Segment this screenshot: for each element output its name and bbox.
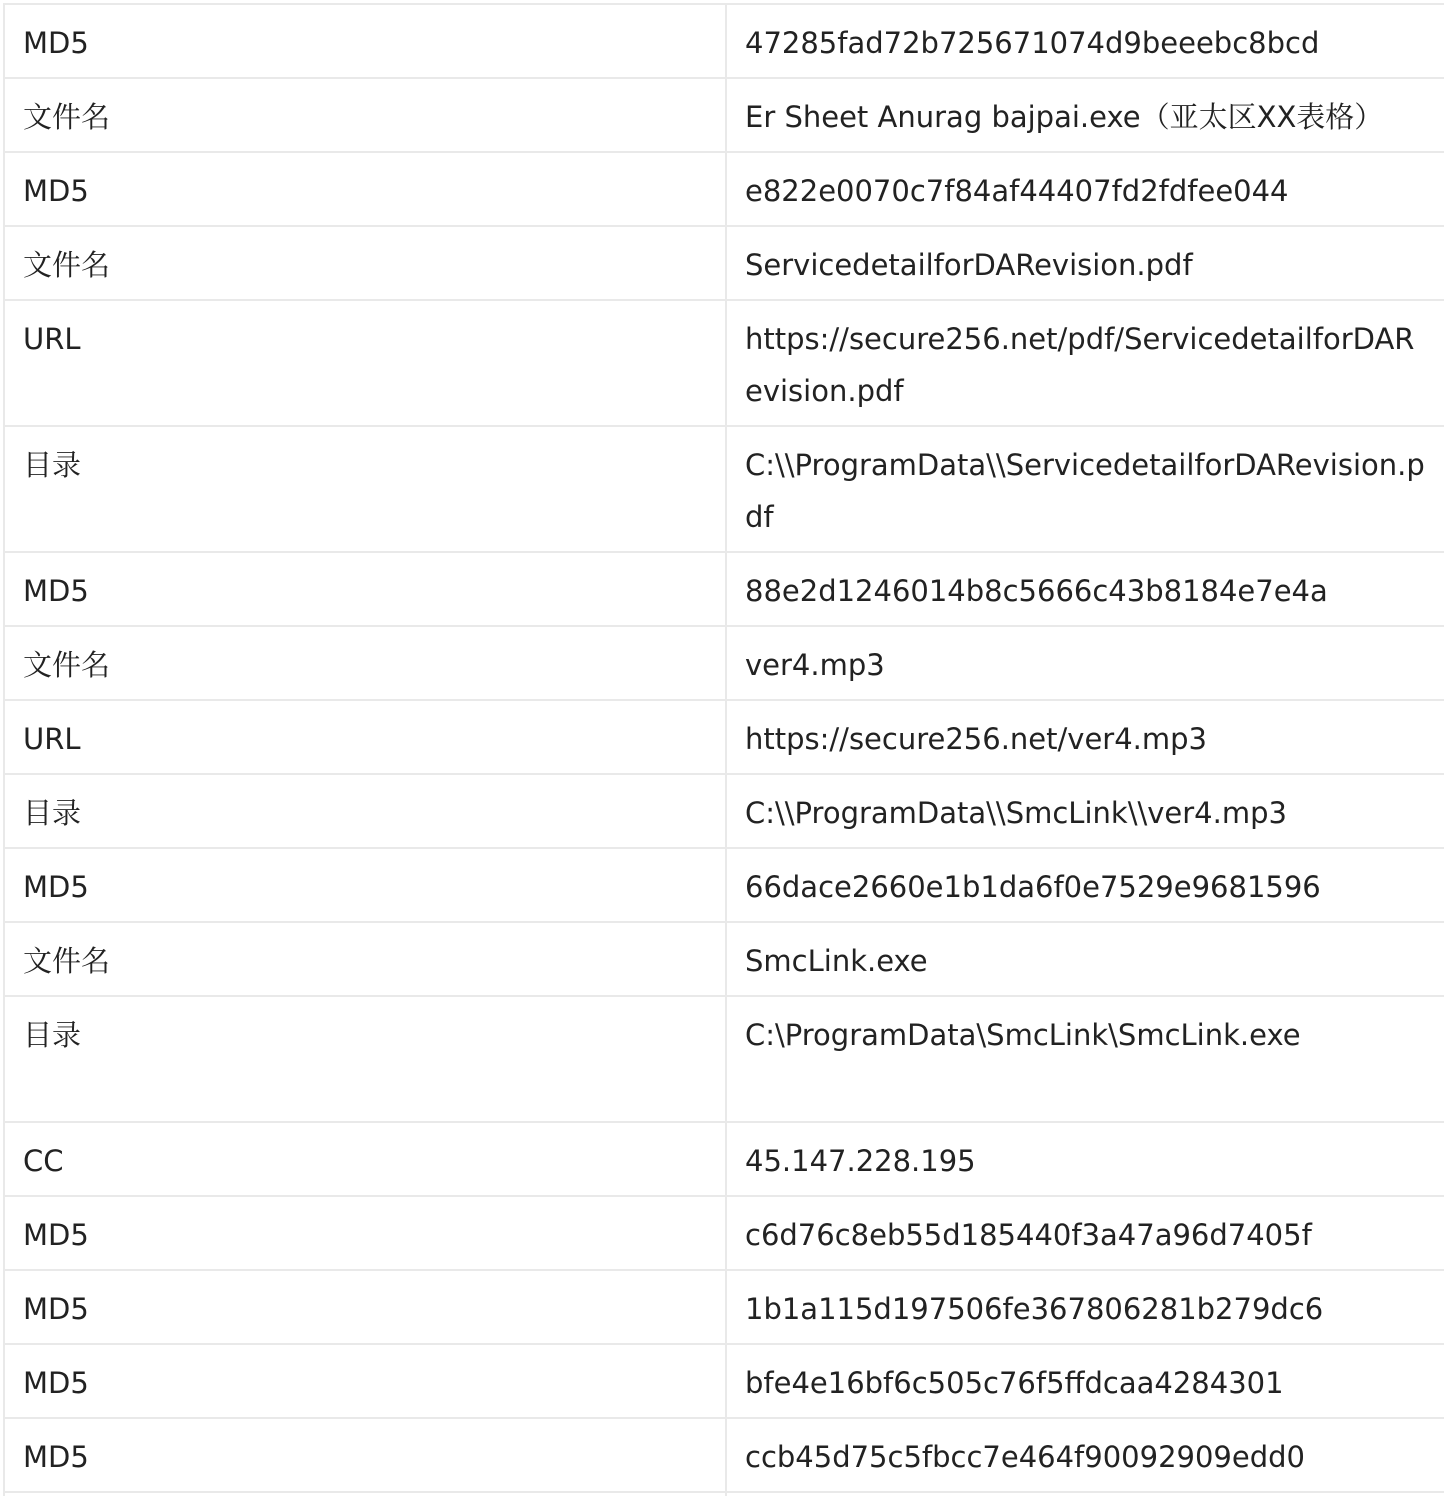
table-row bbox=[4, 226, 1444, 300]
row-key: CC bbox=[4, 1122, 726, 1196]
row-value: https://secure256.net/pdf/ServicedetailforDARevision.pdf bbox=[726, 300, 1444, 426]
table-row bbox=[4, 774, 1444, 848]
row-key: MD5 bbox=[4, 552, 726, 626]
table-row bbox=[4, 78, 1444, 152]
table-row bbox=[4, 848, 1444, 922]
table-row bbox=[4, 1270, 1444, 1344]
row-key: 文件名 bbox=[4, 626, 726, 700]
row-value: ccb45d75c5fbcc7e464f90092909edd0 bbox=[726, 1418, 1444, 1492]
table-row bbox=[4, 1122, 1444, 1196]
row-key: MD5 bbox=[4, 848, 726, 922]
ioc-table bbox=[3, 3, 1444, 1496]
empty-cell bbox=[4, 1492, 726, 1496]
row-value: 66dace2660e1b1da6f0e7529e9681596 bbox=[726, 848, 1444, 922]
table-row bbox=[4, 1344, 1444, 1418]
table-row-continuation bbox=[4, 1492, 1444, 1496]
row-key: 目录 bbox=[4, 774, 726, 848]
row-key: 文件名 bbox=[4, 78, 726, 152]
row-value: C:\\ProgramData\\SmcLink\\ver4.mp3 bbox=[726, 774, 1444, 848]
empty-cell bbox=[726, 1492, 1444, 1496]
row-value: bfe4e16bf6c505c76f5ffdcaa4284301 bbox=[726, 1344, 1444, 1418]
row-key: MD5 bbox=[4, 1344, 726, 1418]
row-key: MD5 bbox=[4, 1270, 726, 1344]
table-row bbox=[4, 426, 1444, 552]
table-row bbox=[4, 922, 1444, 996]
row-key: MD5 bbox=[4, 1418, 726, 1492]
table-row bbox=[4, 552, 1444, 626]
row-key: MD5 bbox=[4, 1196, 726, 1270]
table-row bbox=[4, 700, 1444, 774]
row-value: SmcLink.exe bbox=[726, 922, 1444, 996]
row-value: 1b1a115d197506fe367806281b279dc6 bbox=[726, 1270, 1444, 1344]
row-value: https://secure256.net/ver4.mp3 bbox=[726, 700, 1444, 774]
row-value: 45.147.228.195 bbox=[726, 1122, 1444, 1196]
row-value: c6d76c8eb55d185440f3a47a96d7405f bbox=[726, 1196, 1444, 1270]
row-key: 文件名 bbox=[4, 226, 726, 300]
table-row bbox=[4, 300, 1444, 426]
row-key: URL bbox=[4, 700, 726, 774]
table-row bbox=[4, 1418, 1444, 1492]
row-key: 文件名 bbox=[4, 922, 726, 996]
row-value: Er Sheet Anurag bajpai.exe（亚太区XX表格） bbox=[726, 78, 1444, 152]
table-row bbox=[4, 152, 1444, 226]
table-row bbox=[4, 1196, 1444, 1270]
row-key: 目录 bbox=[4, 426, 726, 552]
row-value: 47285fad72b725671074d9beeebc8bcd bbox=[726, 4, 1444, 78]
row-value: ServicedetailforDARevision.pdf bbox=[726, 226, 1444, 300]
table-row bbox=[4, 626, 1444, 700]
row-key: 目录 bbox=[4, 996, 726, 1122]
row-value: 88e2d1246014b8c5666c43b8184e7e4a bbox=[726, 552, 1444, 626]
row-value: e822e0070c7f84af44407fd2fdfee044 bbox=[726, 152, 1444, 226]
row-key: MD5 bbox=[4, 152, 726, 226]
row-value: ver4.mp3 bbox=[726, 626, 1444, 700]
row-key: MD5 bbox=[4, 4, 726, 78]
table-row bbox=[4, 996, 1444, 1122]
row-key: URL bbox=[4, 300, 726, 426]
row-value: C:\\ProgramData\\ServicedetailforDARevision.pdf bbox=[726, 426, 1444, 552]
table-row bbox=[4, 4, 1444, 78]
row-value: C:\ProgramData\SmcLink\SmcLink.exe bbox=[726, 996, 1444, 1122]
